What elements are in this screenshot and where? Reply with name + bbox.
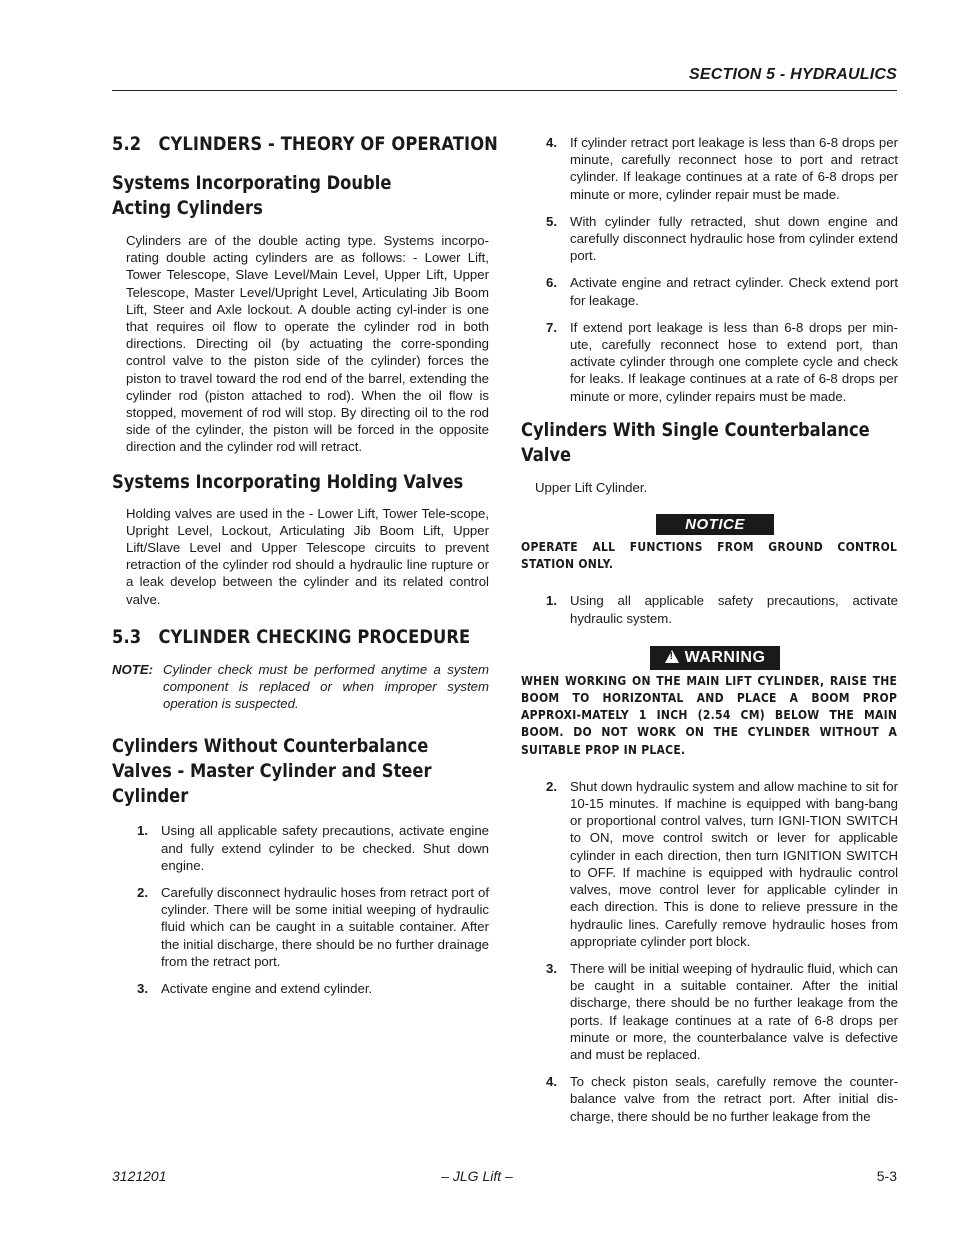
step-text: Activate engine and extend cylinder.: [161, 981, 373, 997]
step-text: Shut down hydraulic system and allow machine to sit for 10-15 minutes. If machine is equipped with bang-bang or proportional control valves, turn IGNI-TION SWITCH to ON, move control switch or lever for applicable cylinder in each direction, then turn IGNITION SWITCH to OFF. If machine is equipped with hydraulic control valves, move control lever for applicable cylinder in each direction. This is done to relieve pressure in the hydraulic lines. Carefully remove hydraulic hoses from appropriate cylinder port block.: [570, 778, 898, 949]
paragraph-holding-valves: Holding valves are used in the - Lower Lift, Tower Tele-scope, Upright Level, Lockout, Articulating Jib Boom Lift, Upper Lift/Slave Level and Upper Telescope circuits to prevent retraction of the cylinder rod should a hydraulic line rupture or a leak develop between the cylinder and its related control valve.: [126, 505, 489, 607]
subheading-without-counterbalance: Cylinders Without Counterbalance Valves - Master Cylinder and Steer Cylinder: [112, 735, 432, 808]
note-text: Cylinder check must be performed anytime a system component is replaced or when improper system operation is suspected.: [163, 661, 489, 712]
note-label: NOTE:: [112, 661, 154, 677]
warning-triangle-icon: [665, 650, 679, 663]
step-number: 3.: [137, 981, 148, 997]
right-column: [521, 134, 898, 1125]
notice-badge: NOTICE: [656, 514, 774, 535]
warning-text: WHEN WORKING ON THE MAIN LIFT CYLINDER, RAISE THE BOOM TO HORIZONTAL AND PLACE A BOOM PROP APPROXI-MATELY 1 INCH (2.54 CM) BELOW THE MAIN BOOM. DO NOT WORK ON THE CYLINDER WITHOUT A SUITABLE PROP IN PLACE.: [521, 673, 898, 757]
section-title: CYLINDERS - THEORY OF OPERATION: [158, 133, 498, 155]
list-item: [521, 1073, 898, 1125]
list-item: [521, 213, 898, 265]
step-number: 2.: [137, 885, 148, 901]
section-title: CYLINDER CHECKING PROCEDURE: [158, 625, 471, 648]
note: [112, 661, 489, 713]
step-number: 7.: [546, 319, 557, 335]
footer-page-number: 5-3: [876, 1168, 897, 1184]
footer-doc-number: 3121201: [112, 1168, 167, 1184]
step-text: If cylinder retract port leakage is less than 6-8 drops per minute, carefully reconnect hose to port and retract cylinder. If leakage continues at a rate of 6-8 drops per minute or more, cylinder repair must be made.: [570, 135, 898, 202]
list-item: [521, 274, 898, 308]
step-text: There will be initial weeping of hydraulic fluid, which can be caught in a suitable container. After the initial discharge, there should be no further leakage from the ports. If leakage continues at a rate of 6-8 drops per minute or more, the counterbalance valve is defective and must be replaced.: [570, 960, 898, 1062]
step-text: Carefully disconnect hydraulic hoses from retract port of cylinder. There will be some initial weeping of hydraulic fluid which can be caught in a suitable container. After the initial discharge, there should be no further drainage from the retract port.: [161, 885, 489, 969]
paragraph-double-acting: Cylinders are of the double acting type. Systems incorpo-rating double acting cylinders are as follows: - Lower Lift, Tower Telescope, Slave Level/Main Level, Upper Lift, Upper Telescope, Master Level/Upright Level, Articulating Jib Boom Lift, Steer and Axle lockout. A double acting cyl-inder is one that requires oil flow to operate the cylinder rod in both directions. Directing oil (by actuating the corre-sponding control valve to the piston side of the cylinder) forces the piston to travel toward the rod end of the barrel, extending the cylinder rod (piston attached to rod). When the oil flow is stopped, movement of rod will stop. By directing oil to the rod side of the cylinder, the piston will be forced in the opposite direction and the cylinder rod will retract.: [126, 233, 489, 455]
list-item: [112, 822, 489, 874]
warning-badge: [650, 646, 780, 670]
step-number: 1.: [546, 593, 557, 609]
step-number: 4.: [546, 135, 557, 150]
step-text: Using all applicable safety precautions, activate hydraulic system.: [570, 593, 898, 626]
subheading-holding-valves: Systems Incorporating Holding Valves: [112, 470, 464, 493]
section-header: SECTION 5 - HYDRAULICS: [689, 66, 897, 83]
list-item: [521, 134, 898, 203]
footer-brand: – JLG Lift –: [441, 1168, 513, 1184]
list-item: [521, 319, 898, 405]
step-number: 1.: [137, 823, 148, 839]
step-text: If extend port leakage is less than 6-8 drops per min-ute, carefully reconnect hose to extend port, than activate cylinder through one complete cycle and check for leaks. If leakage continues at a rate of 6-8 drops per minute or more, cylinder repairs must be made.: [570, 319, 898, 404]
list-item: [521, 592, 898, 626]
subheading-double-acting: Systems Incorporating Double Acting Cylinders: [112, 172, 392, 219]
section-number: 5.3: [112, 625, 142, 648]
section-5-2-heading: [112, 133, 498, 155]
notice-text: OPERATE ALL FUNCTIONS FROM GROUND CONTROL STATION ONLY.: [521, 540, 898, 572]
warning-label: WARNING: [684, 648, 766, 666]
left-column: [112, 130, 498, 997]
header-rule: [112, 90, 897, 91]
list-item: [112, 980, 489, 997]
step-number: 5.: [546, 213, 557, 229]
step-number: 2.: [546, 778, 557, 794]
step-number: 4.: [546, 1074, 557, 1090]
step-number: 6.: [546, 275, 557, 291]
list-item: [112, 884, 489, 970]
paragraph-upper-lift: Upper Lift Cylinder.: [535, 479, 648, 495]
step-text: Activate engine and retract cylinder. Check extend port for leakage.: [570, 275, 898, 308]
list-item: [521, 960, 898, 1063]
step-text: To check piston seals, carefully remove the counter-balance valve from the retract port. After initial dis-charge, there should be no further leakage from the: [570, 1074, 898, 1124]
step-text: Using all applicable safety precautions, activate engine and fully extend cylinder to be checked. Shut down engine.: [161, 823, 489, 873]
section-number: 5.2: [112, 133, 142, 155]
step-text: With cylinder fully retracted, shut down engine and carefully disconnect hydraulic hose from cylinder extend port.: [570, 213, 898, 264]
list-item: [521, 778, 898, 950]
subheading-single-counterbalance: Cylinders With Single Counterbalance Valve: [521, 418, 870, 466]
step-number: 3.: [546, 960, 557, 976]
section-5-3-heading: [112, 625, 471, 648]
